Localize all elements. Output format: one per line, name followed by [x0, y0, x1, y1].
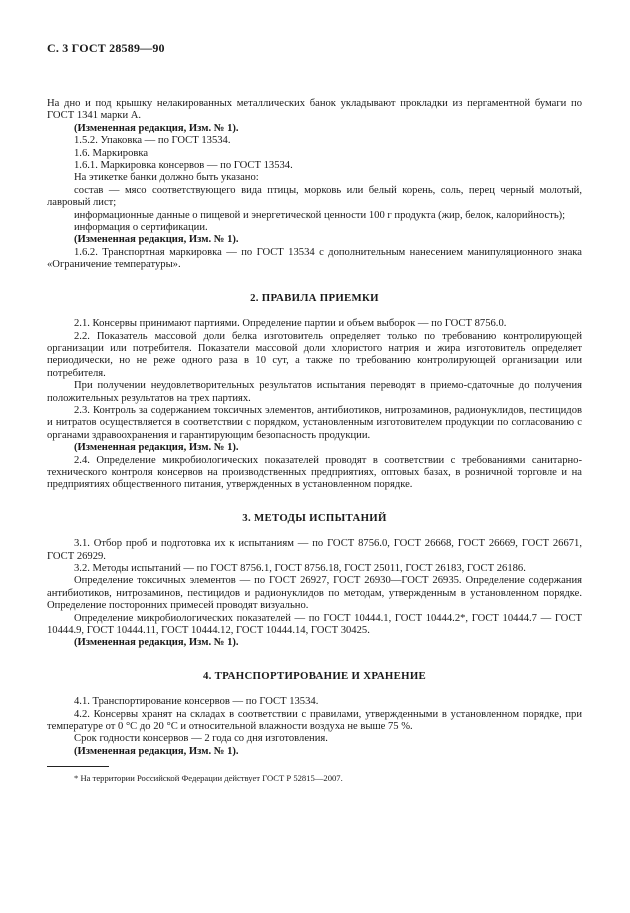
section-title: 3. МЕТОДЫ ИСПЫТАНИЙ	[242, 511, 387, 524]
paragraph: информация о сертификации.	[74, 222, 208, 234]
paragraph: 4.2. Консервы хранят на складах в соответствии с правилами, утвержденными в установленном порядке, при температуре от 0 °С до 20 °С и относительной влажности воздуха не выше 75 %.	[47, 708, 582, 733]
amendment-note: (Измененная редакция, Изм. № 1).	[74, 122, 239, 134]
amendment-note: (Измененная редакция, Изм. № 1).	[74, 234, 239, 246]
paragraph: 2.1. Консервы принимают партиями. Определение партии и объем выборок — по ГОСТ 8756.0.	[74, 318, 507, 330]
paragraph: 2.2. Показатель массовой доли белка изготовитель определяет только по требованию контролирующей организации или потребителя. Показатели массовой доли хлористого натрия и жира изготовитель определяет периодически, но не реже одного раза в 10 сут, а также по требованию контролирующей организации или потребителя.	[47, 330, 582, 379]
paragraph: 3.2. Методы испытаний — по ГОСТ 8756.1, ГОСТ 8756.18, ГОСТ 25011, ГОСТ 26183, ГОСТ 26186.	[74, 563, 526, 574]
paragraph: Срок годности консервов — 2 года со дня изготовления.	[74, 733, 328, 745]
paragraph: 1.5.2. Упаковка — по ГОСТ 13534.	[74, 135, 231, 147]
section-title: 2. ПРАВИЛА ПРИЕМКИ	[250, 291, 379, 304]
footnote-divider	[47, 766, 109, 767]
paragraph: информационные данные о пищевой и энергетической ценности 100 г продукта (жир, белок, калорийность);	[74, 209, 566, 221]
paragraph: 3.1. Отбор проб и подготовка их к испытаниям — по ГОСТ 8756.0, ГОСТ 26668, ГОСТ 26669, ГОСТ 26671, ГОСТ 26929.	[47, 538, 582, 562]
section-title: 4. ТРАНСПОРТИРОВАНИЕ И ХРАНЕНИЕ	[202, 669, 427, 682]
paragraph: 1.6.2. Транспортная маркировка — по ГОСТ 13534 с дополнительным нанесением манипуляционного знака «Ограничение температуры».	[47, 246, 582, 271]
paragraph: 1.6.1. Маркировка консервов — по ГОСТ 13534.	[74, 160, 293, 172]
amendment-note: (Измененная редакция, Изм. № 1).	[74, 442, 239, 454]
document-body	[47, 98, 582, 783]
paragraph: Определение микробиологических показателей — по ГОСТ 10444.1, ГОСТ 10444.2*, ГОСТ 10444.7 — ГОСТ 10444.9, ГОСТ 10444.11, ГОСТ 10444.12, ГОСТ 10444.14, ГОСТ 30425.	[47, 612, 582, 637]
paragraph: 2.3. Контроль за содержанием токсичных элементов, антибиотиков, нитрозаминов, радионуклидов, пестицидов и нитратов осуществляется в соответствии с порядком, установленным изготовителем продукции по согласованию с органами здравоохранения и гарантирующим безопасность продукции.	[47, 404, 582, 441]
paragraph: На этикетке банки должно быть указано:	[74, 172, 259, 184]
paragraph: На дно и под крышку нелакированных металлических банок укладывают прокладки из пергаментной бумаги по ГОСТ 1341 марки А.	[47, 98, 582, 122]
subsection-heading: 1.6. Маркировка	[74, 147, 149, 159]
amendment-note: (Измененная редакция, Изм. № 1).	[74, 637, 239, 649]
paragraph: Определение токсичных элементов — по ГОСТ 26927, ГОСТ 26930—ГОСТ 26935. Определение содержания антибиотиков, нитрозаминов, пестицидов и радионуклидов по методам, утвержденным в установленном порядке. Определение посторонних примесей проводят визуально.	[47, 575, 582, 612]
paragraph: 2.4. Определение микробиологических показателей проводят в соответствии с требованиями санитарно-технического контроля консервов на производственных предприятиях, оптовых базах, в розничной торговле и на предприятиях общественного питания, утвержденных в установленном порядке.	[47, 454, 582, 491]
page-header: С. 3 ГОСТ 28589—90	[47, 41, 165, 55]
footnote: * На территории Российской Федерации действует ГОСТ Р 52815—2007.	[74, 773, 343, 784]
paragraph: состав — мясо соответствующего вида птицы, морковь или белый корень, соль, перец черный молотый, лавровый лист;	[47, 184, 582, 209]
paragraph: При получении неудовлетворительных результатов испытания переводят в приемо-сдаточные до получения положительных результатов на трех партиях.	[47, 380, 582, 404]
amendment-note: (Измененная редакция, Изм. № 1).	[74, 745, 239, 757]
paragraph: 4.1. Транспортирование консервов — по ГОСТ 13534.	[74, 696, 319, 708]
